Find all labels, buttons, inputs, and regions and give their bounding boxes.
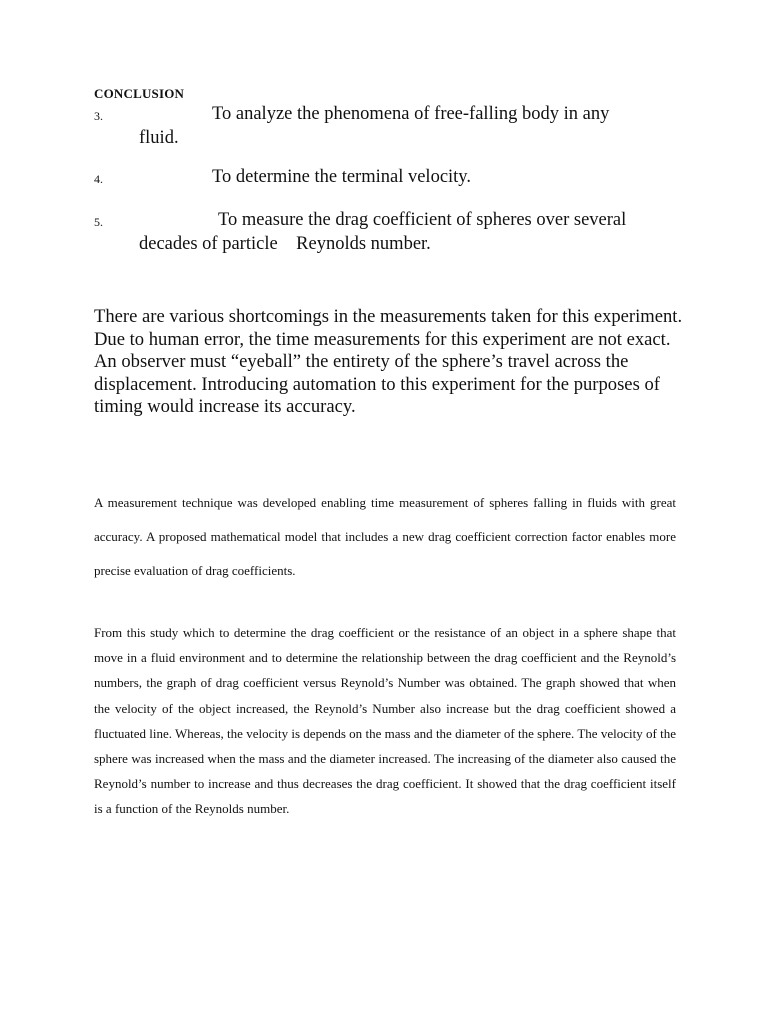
objective-text: To analyze the phenomena of free-falling body in any (212, 104, 610, 124)
objective-text-continued: fluid. (139, 128, 179, 148)
objective-text-continued: decades of particle Reynolds number. (139, 234, 431, 254)
measurement-technique-paragraph: A measurement technique was developed enabling time measurement of spheres falling in fluids with great accuracy. A proposed mathematical model that includes a new drag coefficient correction factor enables more precise evaluation of drag coefficients. (94, 495, 676, 578)
objective-number: 3. (94, 109, 103, 123)
objective-number: 5. (94, 215, 103, 229)
study-summary-paragraph: From this study which to determine the drag coefficient or the resistance of an object in a sphere shape that move in a fluid environment and to determine the relationship between the drag coefficient and the Reynold’s numbers, the graph of drag coefficient versus Reynold’s Number was obtained. The graph showed that when the velocity of the object increased, the Reynold’s Number also increase but the drag coefficient showed a fluctuated line. Whereas, the velocity is depends on the mass and the diameter of the sphere. The velocity of the sphere was increased when the mass and the diameter increased. The increasing of the diameter also caused the Reynold’s number to increase and thus decreases the drag coefficient. It showed that the drag coefficient itself is a function of the Reynolds number. (94, 625, 676, 817)
objective-text: To determine the terminal velocity. (212, 167, 471, 187)
section-heading: CONCLUSION (94, 86, 185, 101)
objective-item-5 (94, 208, 694, 260)
shortcomings-paragraph: There are various shortcomings in the measurements taken for this experiment. Due to human error, the time measurements for this experiment are not exact. An observer must “eyeball” the entirety of the sphere’s travel across the displacement. Introducing automation to this experiment for the purposes of timing would increase its accuracy. (94, 306, 683, 418)
objective-item-3 (94, 102, 694, 152)
objective-number: 4. (94, 172, 103, 186)
objective-text: To measure the drag coefficient of spheres over several (218, 210, 627, 230)
objective-item-4 (94, 165, 694, 195)
